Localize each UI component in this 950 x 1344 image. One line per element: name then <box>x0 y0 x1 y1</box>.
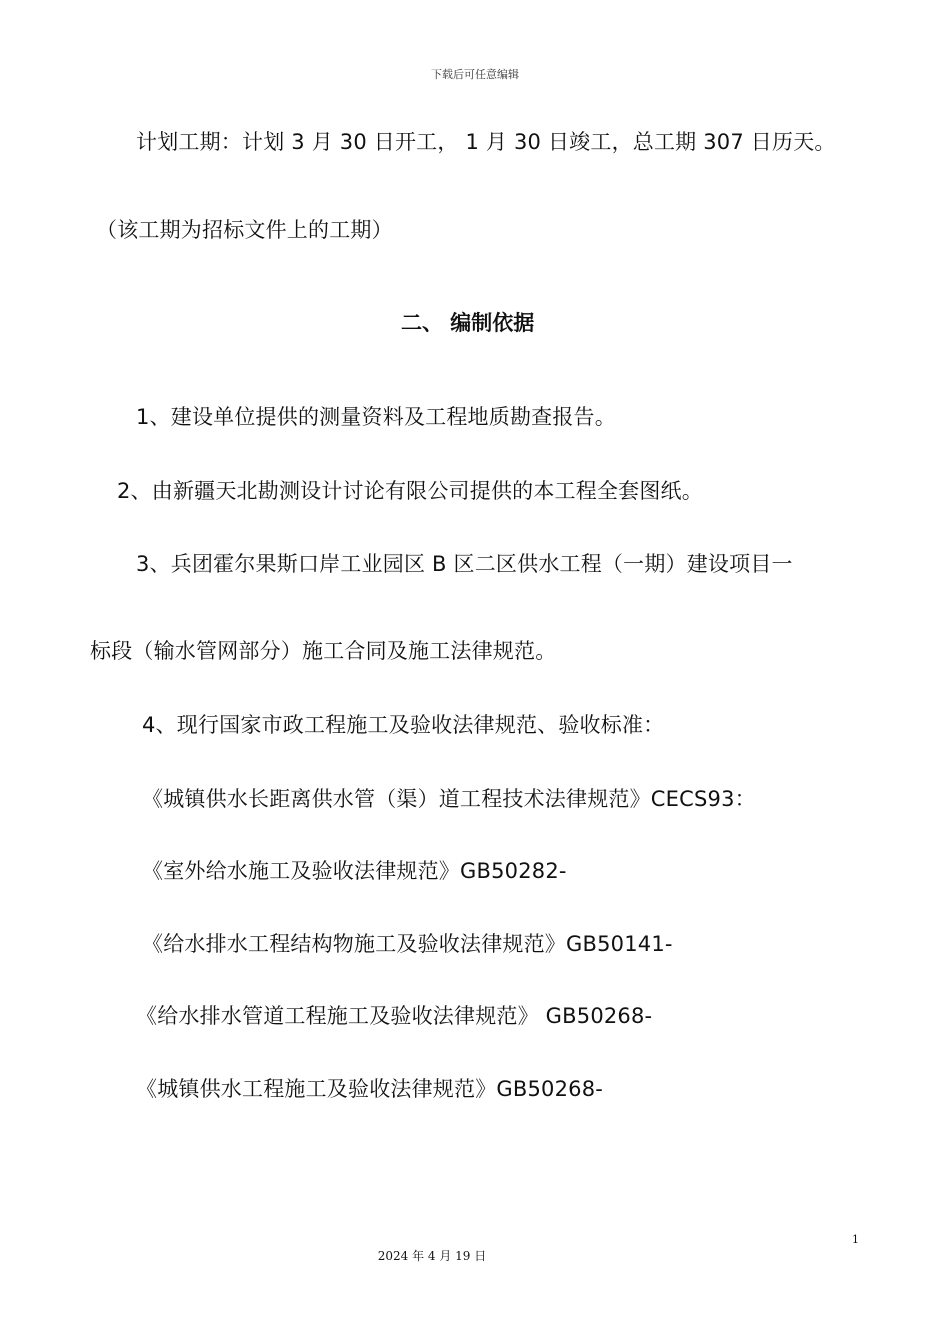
schedule-note: （该工期为招标文件上的工期） <box>96 218 393 242</box>
footer-date: 2024 年 4 月 19 日 <box>377 1249 487 1263</box>
standard-item-1: 《城镇供水长距离供水管（渠）道工程技术法律规范》CECS93： <box>142 787 756 811</box>
page-header: 下载后可任意编辑 <box>431 68 519 81</box>
schedule-paragraph: 计划工期：计划 3 月 30 日开工， 1 月 30 日竣工，总工期 307 日历天。 <box>136 130 836 154</box>
page-number: 1 <box>852 1233 859 1246</box>
standard-item-3: 《给水排水工程结构物施工及验收法律规范》GB50141- <box>142 932 673 956</box>
basis-item-2: 2、由新疆天北勘测设计讨论有限公司提供的本工程全套图纸。 <box>117 479 703 503</box>
standard-item-5: 《城镇供水工程施工及验收法律规范》GB50268- <box>136 1077 604 1101</box>
section-heading: 二、 编制依据 <box>401 311 535 335</box>
basis-item-1: 1、建设单位提供的测量资料及工程地质勘查报告。 <box>136 405 616 429</box>
standard-item-4: 《给水排水管道工程施工及验收法律规范》 GB50268- <box>136 1004 653 1028</box>
standard-item-2: 《室外给水施工及验收法律规范》GB50282- <box>142 859 567 883</box>
basis-item-4: 4、现行国家市政工程施工及验收法律规范、验收标准： <box>142 713 665 737</box>
basis-item-3-line-2: 标段（输水管网部分）施工合同及施工法律规范。 <box>90 639 557 663</box>
basis-item-3-line-1: 3、兵团霍尔果斯口岸工业园区 B 区二区供水工程（一期）建设项目一 <box>136 552 793 576</box>
